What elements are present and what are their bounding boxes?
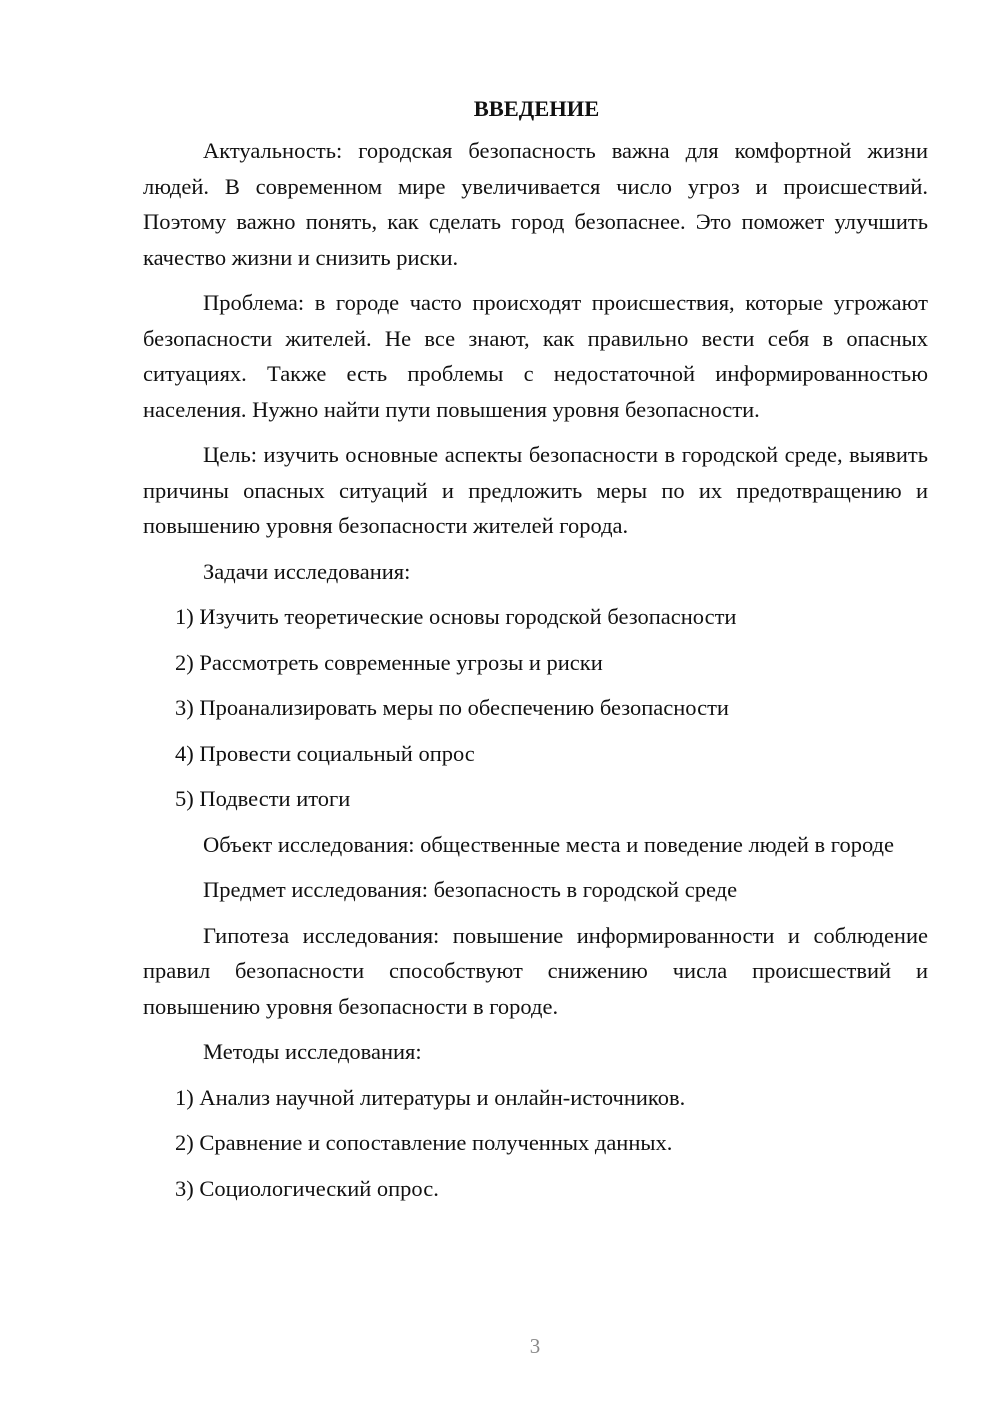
tasks-heading: Задачи исследования: [203,558,411,584]
method-item: 2) Сравнение и сопоставление полученных данных. [175,1130,673,1155]
page-number: 3 [529,1334,541,1358]
document-body [143,94,928,1216]
task-item: 2) Рассмотреть современные угрозы и риски [175,649,603,675]
problem-paragraph: Проблема: в городе часто происходят происшествия, которые угрожают безопасности жителей. Не все знают, как правильно вести себя в опасных ситуациях. Также есть проблемы с недостаточной информированностью населения. Нужно найти пути повышения уровня безопасности. [143,290,928,422]
task-item: 5) Подвести итоги [175,786,351,811]
methods-heading: Методы исследования: [203,1039,422,1064]
relevance-paragraph: Актуальность: городская безопасность важна для комфортной жизни людей. В современном мире увеличивается число угроз и происшествий. Поэтому важно понять, как сделать город безопаснее. Это поможет улучшить качество жизни и снизить риски. [143,138,928,270]
task-item: 4) Провести социальный опрос [175,740,475,766]
method-item: 1) Анализ научной литературы и онлайн-источников. [175,1084,686,1110]
method-item: 3) Социологический опрос. [175,1175,439,1201]
task-item: 1) Изучить теоретические основы городской безопасности [175,604,737,629]
subject-paragraph: Предмет исследования: безопасность в городской среде [203,877,738,902]
section-title: ВВЕДЕНИЕ [473,96,600,121]
goal-paragraph: Цель: изучить основные аспекты безопасности в городской среде, выявить причины опасных ситуаций и предложить меры по их предотвращению и повышению уровня безопасности жителей города. [143,442,928,538]
task-item: 3) Проанализировать меры по обеспечению безопасности [175,695,729,720]
object-paragraph: Объект исследования: общественные места и поведение людей в городе [203,831,894,857]
hypothesis-paragraph: Гипотеза исследования: повышение информированности и соблюдение правил безопасности способствуют снижению числа происшествий и повышению уровня безопасности в городе. [143,922,928,1019]
